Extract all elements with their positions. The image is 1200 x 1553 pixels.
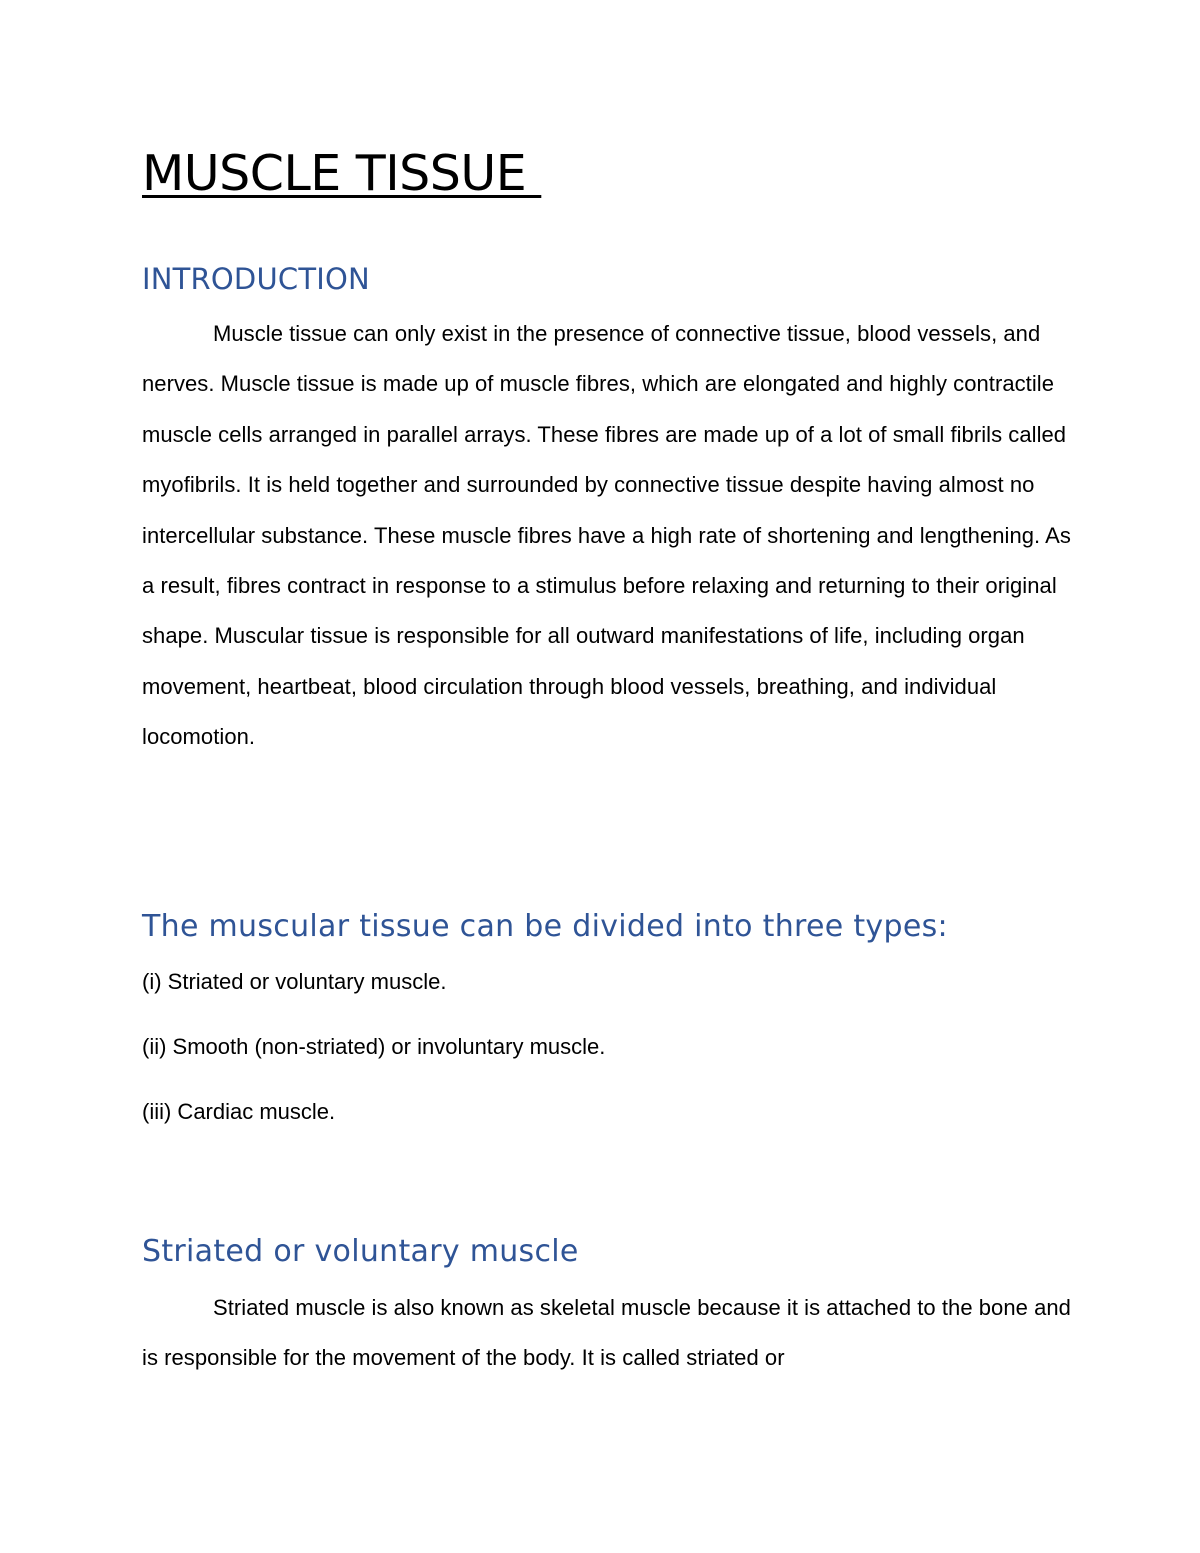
introduction-paragraph: Muscle tissue can only exist in the presence of connective tissue, blood vessels, and nerves. Muscle tissue is made up of muscle fibres, which are elongated and highly contractile muscle cells arranged in parallel arrays. These fibres are made up of a lot of small fibrils called myofibrils. It is held together and surrounded by connective tissue despite having almost no intercellular substance. These muscle fibres have a high rate of shortening and lengthening. As a result, fibres contract in response to a stimulus before relaxing and returning to their original shape. Muscular tissue is responsible for all outward manifestations of life, including organ movement, heartbeat, blood circulation through blood vessels, breathing, and individual locomotion. [142,321,1071,750]
striated-muscle-paragraph: Striated muscle is also known as skeletal muscle because it is attached to the bone and is responsible for the movement of the body. It is called striated or [142,1295,1071,1371]
list-item: (iii) Cardiac muscle. [142,1099,336,1124]
document-title: MUSCLE TISSUE [142,145,542,202]
types-heading: The muscular tissue can be divided into three types: [142,909,948,944]
list-item: (ii) Smooth (non-striated) or involuntary muscle. [142,1034,606,1059]
introduction-heading: INTRODUCTION [142,262,370,296]
striated-muscle-heading: Striated or voluntary muscle [142,1234,579,1269]
list-item: (i) Striated or voluntary muscle. [142,969,447,994]
